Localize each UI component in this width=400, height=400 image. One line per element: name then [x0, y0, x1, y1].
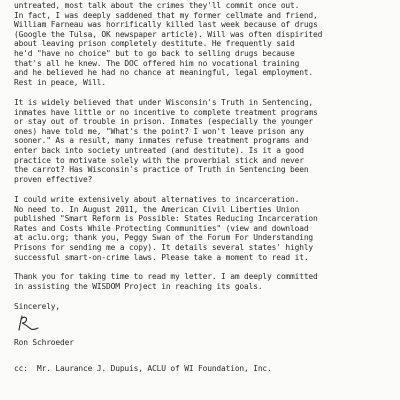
paragraph-alternatives-to-incarceration [14, 195, 398, 262]
text-line: William Farneau was horrifically killed last week because of drugs [14, 20, 318, 30]
text-line: ones) have told me, "What's the point? I won't leave prison any [14, 126, 304, 136]
paragraph-thank-you [14, 272, 398, 291]
text-line: Thank you for taking time to read my letter. I am deeply committed [14, 272, 318, 281]
handwritten-signature [14, 313, 44, 335]
paragraph-truth-in-sentencing [14, 98, 398, 184]
text-line: inmates have little or no incentive to complete treatment programs [14, 107, 318, 117]
text-line: enter back into society untreated (and destitute). Is it a good [14, 145, 304, 155]
text-line: and he believed he had no chance at meaningful, legal employment. [14, 68, 314, 78]
text-line: sooner." As a result, many inmates refuse treatment programs and [14, 136, 309, 146]
text-line: he'd "have no choice" but to go back to selling drugs because [14, 48, 295, 58]
text-line: I could write extensively about alternatives to incarceration. [14, 195, 300, 204]
text-line: No need to. In August 2011, the American Civil Liberties Union [14, 204, 300, 214]
text-line: In fact, I was deeply saddened that my former cellmate and friend, [14, 10, 318, 20]
text-line: that's all he knew. The DOC offered him no vocational training [14, 58, 300, 68]
signer-block [14, 338, 398, 348]
text-line: about leaving prison completely destitute. He frequently said [14, 39, 295, 49]
text-line: Prisons for sending me a copy). It details several states' highly [14, 242, 314, 252]
text-line: successful smart-on-crime laws. Please take a moment to read it. [14, 252, 309, 262]
text-line: in assisting the WISDOM Project in reaching its goals. [14, 281, 263, 291]
paragraph-william-farneau [14, 1, 398, 87]
closing: Sincerely, [14, 302, 61, 311]
text-line: at aclu.org; thank you, Peggy Swan of the Forum For Understanding [14, 233, 314, 243]
text-line: (Google the Tulsa, OK newspaper article). Will was often dispirited [14, 29, 323, 39]
text-line: untreated, most talk about the crimes they'll commit once out. [14, 1, 300, 10]
text-line: published "Smart Reform is Possible: States Reducing Incarceration [14, 214, 318, 224]
text-line: the carrot? Has Wisconsin's practice of Truth in Sentencing been [14, 165, 309, 175]
text-line: It is widely believed that under Wisconsin's Truth in Sentencing, [14, 98, 314, 107]
text-line: or stay out of trouble in prison. Inmates (especially the younger [14, 117, 314, 127]
cc-line: cc: Mr. Laurance J. Dupuis, ACLU of WI Foundation, Inc. [14, 364, 272, 373]
text-line: practice to motivate solely with the proverbial stick and never [14, 155, 304, 165]
text-line: Rates and Costs While Protecting Communities" (view and download [14, 223, 309, 233]
signer-name: Ron Schroeder [14, 338, 74, 347]
text-line: Rest in peace, Will. [14, 77, 107, 87]
closing-block [14, 302, 214, 312]
text-line: proven effective? [14, 174, 93, 184]
